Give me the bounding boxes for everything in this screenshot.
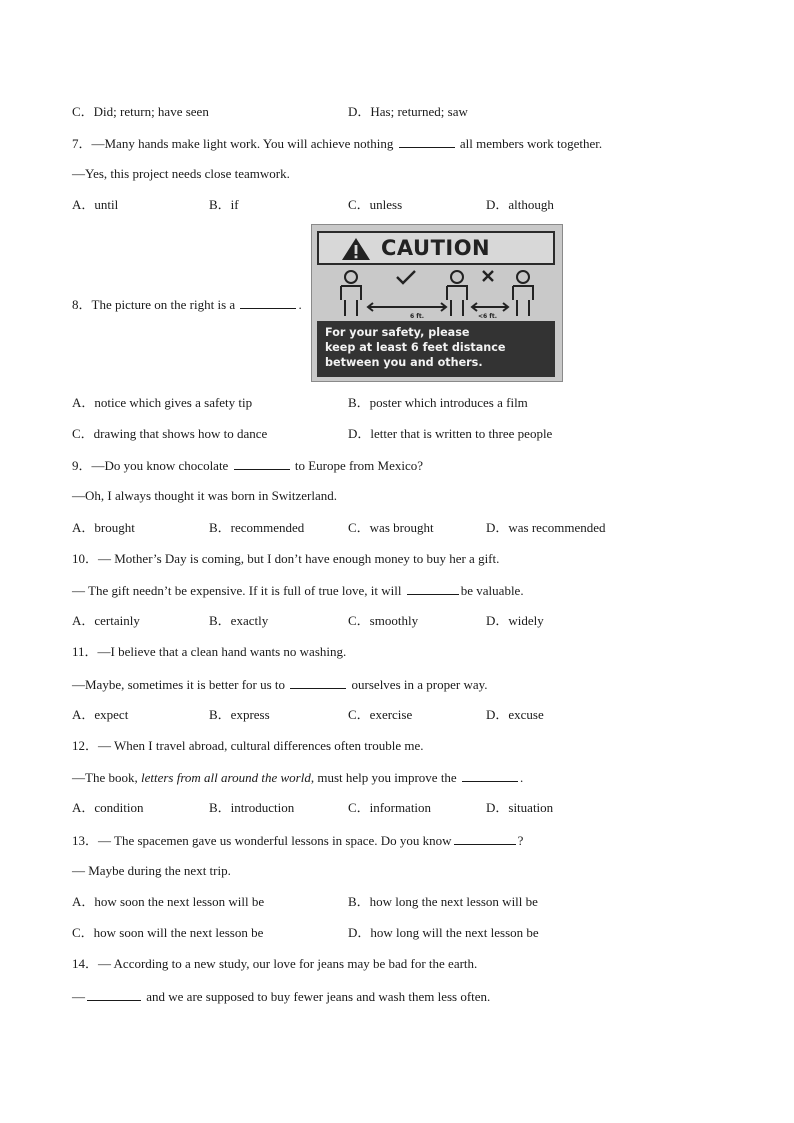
distance-label-ok: 6 ft.: [410, 313, 425, 320]
caution-header: [317, 231, 555, 265]
q12-option-d: D．situation: [486, 800, 554, 815]
q6-option-c: C．Did; return; have seen: [72, 104, 209, 119]
answer-blank: [399, 135, 455, 148]
q8-option-c: C．drawing that shows how to dance: [72, 426, 268, 441]
q7-option-d: D．although: [486, 197, 554, 212]
q9-option-a: A．brought: [72, 520, 135, 535]
distance-figures-icon: [317, 267, 555, 321]
q10-reply: — The gift needn’t be expensive. If it is full of true love, it will be valuable.: [72, 583, 524, 598]
q9-reply: —Oh, I always thought it was born in Switzerland.: [72, 488, 338, 503]
q6-option-d: D．Has; returned; saw: [348, 104, 468, 119]
q8-option-a: A．notice which gives a safety tip: [72, 395, 253, 410]
q10-option-d: D．widely: [486, 613, 544, 628]
caution-text-line: between you and others.: [325, 356, 483, 369]
q13-reply: — Maybe during the next trip.: [72, 863, 231, 878]
q14-stem: 14．— According to a new study, our love for jeans may be bad for the earth.: [72, 956, 478, 971]
q12-option-a: A．condition: [72, 800, 144, 815]
distance-label-too-close: <6 ft.: [478, 313, 498, 320]
q9-stem: 9．—Do you know chocolate to Europe from Mexico?: [72, 458, 423, 473]
q12-option-c: C．information: [348, 800, 432, 815]
q12-reply: —The book, letters from all around the world, must help you improve the .: [72, 770, 524, 785]
q7-option-c: C．unless: [348, 197, 403, 212]
q13-option-a: A．how soon the next lesson will be: [72, 894, 265, 909]
caution-text-line: For your safety, please: [325, 326, 470, 339]
answer-blank: [454, 832, 516, 845]
q11-stem: 11．—I believe that a clean hand wants no washing.: [72, 644, 347, 659]
q7-reply: —Yes, this project needs close teamwork.: [72, 166, 290, 181]
caution-title: CAUTION: [381, 236, 491, 260]
answer-blank: [234, 457, 290, 470]
q11-option-b: B．express: [209, 707, 270, 722]
q12-stem: 12．— When I travel abroad, cultural differences often trouble me.: [72, 738, 424, 753]
q9-option-d: D．was recommended: [486, 520, 606, 535]
q13-option-d: D．how long will the next lesson be: [348, 925, 539, 940]
book-title: letters from all around the world: [140, 770, 311, 785]
q14-reply: — and we are supposed to buy fewer jeans and wash them less often.: [72, 989, 491, 1004]
q13-option-c: C．how soon will the next lesson be: [72, 925, 264, 940]
q10-option-c: C．smoothly: [348, 613, 419, 628]
q13-option-b: B．how long the next lesson will be: [348, 894, 538, 909]
caution-text-line: keep at least 6 feet distance: [325, 341, 506, 354]
q9-option-b: B．recommended: [209, 520, 305, 535]
q11-option-a: A．expect: [72, 707, 129, 722]
q10-option-a: A．certainly: [72, 613, 140, 628]
q12-option-b: B．introduction: [209, 800, 295, 815]
q11-reply: —Maybe, sometimes it is better for us to ourselves in a proper way.: [72, 677, 488, 692]
q8-option-b: B．poster which introduces a film: [348, 395, 528, 410]
q10-stem: 10．— Mother’s Day is coming, but I don’t have enough money to buy her a gift.: [72, 551, 500, 566]
q11-option-d: D．excuse: [486, 707, 544, 722]
q8-stem: 8．The picture on the right is a .: [72, 297, 302, 312]
answer-blank: [462, 769, 518, 782]
warning-triangle-icon: [341, 237, 371, 261]
q9-option-c: C．was brought: [348, 520, 434, 535]
caution-sign-picture: [311, 224, 563, 382]
answer-blank: [240, 296, 296, 309]
q7-stem: 7．—Many hands make light work. You will achieve nothing all members work together.: [72, 136, 603, 151]
caution-message-panel: [317, 321, 555, 377]
q8-option-d: D．letter that is written to three people: [348, 426, 553, 441]
answer-blank: [407, 582, 459, 595]
answer-blank: [87, 988, 141, 1001]
q11-option-c: C．exercise: [348, 707, 413, 722]
q7-option-b: B．if: [209, 197, 239, 212]
q13-stem: 13．— The spacemen gave us wonderful lessons in space. Do you know ?: [72, 833, 524, 848]
q10-option-b: B．exactly: [209, 613, 269, 628]
answer-blank: [290, 676, 346, 689]
q7-option-a: A．until: [72, 197, 119, 212]
